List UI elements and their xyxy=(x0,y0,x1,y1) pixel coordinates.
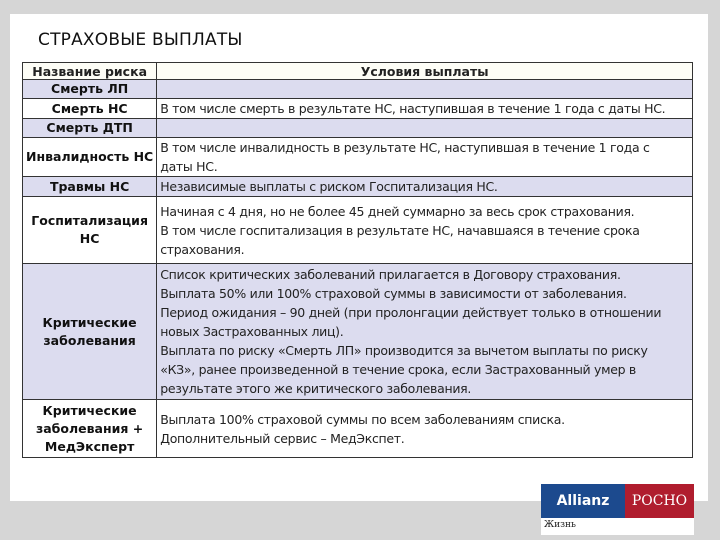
page-title: СТРАХОВЫЕ ВЫПЛАТЫ xyxy=(38,30,243,50)
risk-name xyxy=(23,119,157,138)
condition-line: Выплата 50% или 100% страховой суммы в зависимости от заболевания. xyxy=(160,286,627,301)
risk-conditions xyxy=(157,119,693,138)
rosno-logo: РОСНО xyxy=(625,484,694,518)
risk-conditions xyxy=(157,197,693,264)
condition-line: «КЗ», ранее произведенной в течение срока, если Застрахованный умер в xyxy=(160,362,637,377)
risk-name xyxy=(23,99,157,119)
risk-name xyxy=(23,197,157,264)
risk-name-line: Травмы НС xyxy=(49,178,130,194)
risk-name-line: заболевания + xyxy=(35,420,144,436)
risk-name-line: Критические xyxy=(42,402,137,418)
risk-name-line: Критические xyxy=(42,314,137,330)
condition-line: Независимые выплаты с риском Госпитализация НС. xyxy=(160,179,498,194)
risk-name xyxy=(23,80,157,99)
company-logo xyxy=(541,484,694,535)
condition-line: Список критических заболеваний прилагается в Договору страхования. xyxy=(160,267,621,282)
risk-name-line: Смерть ДТП xyxy=(46,120,133,135)
allianz-logo: Allianz xyxy=(541,484,625,518)
risk-name xyxy=(23,400,157,458)
condition-line: В том числе инвалидность в результате НС, наступившая в течение 1 года с xyxy=(160,140,650,155)
table-row xyxy=(23,264,693,400)
risk-name-line: Смерть ЛП xyxy=(51,81,129,96)
risk-name xyxy=(23,138,157,177)
risk-conditions xyxy=(157,138,693,177)
risk-conditions xyxy=(157,177,693,197)
logo-subtitle: Жизнь xyxy=(544,520,576,530)
header-risk: Название риска xyxy=(23,63,157,80)
payouts-table xyxy=(22,62,693,458)
condition-line: Дополнительный сервис – МедЭкспет. xyxy=(160,430,405,446)
risk-conditions xyxy=(157,264,693,400)
table-row xyxy=(23,197,693,264)
risk-name-line: Смерть НС xyxy=(51,100,128,116)
header-conditions: Условия выплаты xyxy=(157,63,693,80)
risk-conditions xyxy=(157,80,693,99)
risk-name xyxy=(23,264,157,400)
table-row xyxy=(23,119,693,138)
table-row xyxy=(23,400,693,458)
condition-line: даты НС. xyxy=(160,159,218,174)
risk-name-line: НС xyxy=(79,231,100,246)
table-row xyxy=(23,99,693,119)
condition-line: страхования. xyxy=(160,241,245,257)
condition-line: Выплата 100% страховой суммы по всем заболеваниям списка. xyxy=(160,411,565,427)
risk-name-line: заболевания xyxy=(43,332,136,348)
table-row xyxy=(23,138,693,177)
risk-conditions xyxy=(157,99,693,119)
risk-name-line: Госпитализация xyxy=(31,213,148,228)
condition-line: результате этого же критического заболевания. xyxy=(160,381,472,396)
condition-line: В том числе смерть в результате НС, наступившая в течение 1 года с даты НС. xyxy=(160,101,666,116)
risk-conditions xyxy=(157,400,693,458)
risk-name-line: Инвалидность НС xyxy=(26,149,154,164)
risk-name-line: МедЭксперт xyxy=(44,438,135,454)
condition-line: Начиная с 4 дня, но не более 45 дней суммарно за весь срок страхования. xyxy=(160,203,635,219)
condition-line: Выплата по риску «Смерть ЛП» производится за вычетом выплаты по риску xyxy=(160,343,648,358)
risk-name xyxy=(23,177,157,197)
condition-line: Период ожидания – 90 дней (при пролонгации действует только в отношении xyxy=(160,305,662,320)
table-row xyxy=(23,177,693,197)
table-header-row xyxy=(23,63,693,80)
table-row xyxy=(23,80,693,99)
condition-line: новых Застрахованных лиц). xyxy=(160,324,344,339)
condition-line: В том числе госпитализация в результате НС, начавшаяся в течение срока xyxy=(160,222,640,238)
